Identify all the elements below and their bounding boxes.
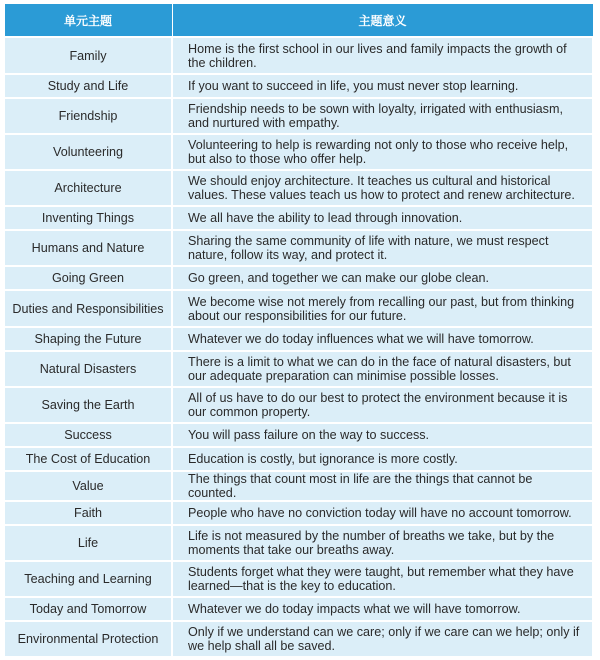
- theme-meaning-cell: Friendship needs to be sown with loyalty, irrigated with enthusiasm, and nurtured with empathy.: [172, 98, 593, 134]
- theme-meaning-cell: The things that count most in life are the things that cannot be counted.: [172, 471, 593, 501]
- theme-meaning-cell: There is a limit to what we can do in the face of natural disasters, but our adequate preparation can minimise possible losses.: [172, 351, 593, 387]
- unit-theme-cell: Teaching and Learning: [4, 561, 172, 597]
- theme-meaning-cell: All of us have to do our best to protect the environment because it is our common property.: [172, 387, 593, 423]
- unit-theme-cell: Architecture: [4, 170, 172, 206]
- unit-theme-cell: Life: [4, 525, 172, 561]
- table-row: [4, 501, 593, 525]
- table-row: [4, 423, 593, 447]
- unit-theme-cell: Friendship: [4, 98, 172, 134]
- theme-meaning-cell: Life is not measured by the number of breaths we take, but by the moments that take our breaths away.: [172, 525, 593, 561]
- table-row: [4, 561, 593, 597]
- theme-meaning-cell: People who have no conviction today will have no account tomorrow.: [172, 501, 593, 525]
- table-row: [4, 290, 593, 327]
- table-row: [4, 471, 593, 501]
- table-row: [4, 621, 593, 657]
- header-row: [4, 4, 593, 38]
- theme-meaning-cell: Only if we understand can we care; only if we care can we help; only if we help shall all be saved.: [172, 621, 593, 657]
- table-row: [4, 230, 593, 266]
- theme-meaning-cell: Whatever we do today impacts what we will have tomorrow.: [172, 597, 593, 621]
- unit-theme-cell: Value: [4, 471, 172, 501]
- table-row: [4, 597, 593, 621]
- unit-theme-cell: Saving the Earth: [4, 387, 172, 423]
- table-row: [4, 74, 593, 98]
- unit-theme-cell: Success: [4, 423, 172, 447]
- unit-theme-cell: Inventing Things: [4, 206, 172, 230]
- theme-meaning-cell: We become wise not merely from recalling our past, but from thinking about our responsibilities for our future.: [172, 290, 593, 327]
- theme-meaning-cell: Go green, and together we can make our globe clean.: [172, 266, 593, 290]
- unit-theme-cell: Faith: [4, 501, 172, 525]
- table-row: [4, 98, 593, 134]
- unit-theme-cell: Today and Tomorrow: [4, 597, 172, 621]
- table-row: [4, 447, 593, 471]
- table-row: [4, 37, 593, 74]
- theme-meaning-cell: You will pass failure on the way to success.: [172, 423, 593, 447]
- unit-theme-cell: Duties and Responsibilities: [4, 290, 172, 327]
- table-row: [4, 170, 593, 206]
- table-body: [4, 37, 593, 657]
- table-row: [4, 525, 593, 561]
- unit-theme-cell: Volunteering: [4, 134, 172, 170]
- table-row: [4, 387, 593, 423]
- theme-meaning-cell: Education is costly, but ignorance is more costly.: [172, 447, 593, 471]
- theme-meaning-cell: Students forget what they were taught, but remember what they have learned—that is the key to education.: [172, 561, 593, 597]
- unit-theme-cell: Going Green: [4, 266, 172, 290]
- unit-theme-cell: Shaping the Future: [4, 327, 172, 351]
- unit-theme-cell: Family: [4, 37, 172, 74]
- theme-meaning-cell: Home is the first school in our lives and family impacts the growth of the children.: [172, 37, 593, 74]
- theme-meaning-cell: Volunteering to help is rewarding not only to those who receive help, but also to those who offer help.: [172, 134, 593, 170]
- theme-meaning-cell: If you want to succeed in life, you must never stop learning.: [172, 74, 593, 98]
- theme-meaning-cell: We all have the ability to lead through innovation.: [172, 206, 593, 230]
- unit-theme-cell: Study and Life: [4, 74, 172, 98]
- table-row: [4, 266, 593, 290]
- theme-meaning-cell: We should enjoy architecture. It teaches us cultural and historical values. These values teach us how to protect and renew architecture.: [172, 170, 593, 206]
- table-row: [4, 206, 593, 230]
- unit-theme-table-container: [3, 3, 592, 658]
- header-unit-theme: 单元主题: [4, 4, 172, 38]
- unit-theme-cell: The Cost of Education: [4, 447, 172, 471]
- unit-theme-table: [3, 3, 594, 658]
- theme-meaning-cell: Whatever we do today influences what we will have tomorrow.: [172, 327, 593, 351]
- header-theme-meaning: 主题意义: [172, 4, 593, 38]
- unit-theme-cell: Humans and Nature: [4, 230, 172, 266]
- theme-meaning-cell: Sharing the same community of life with nature, we must respect nature, follow its way, and protect it.: [172, 230, 593, 266]
- table-row: [4, 327, 593, 351]
- unit-theme-cell: Natural Disasters: [4, 351, 172, 387]
- table-row: [4, 134, 593, 170]
- table-row: [4, 351, 593, 387]
- unit-theme-cell: Environmental Protection: [4, 621, 172, 657]
